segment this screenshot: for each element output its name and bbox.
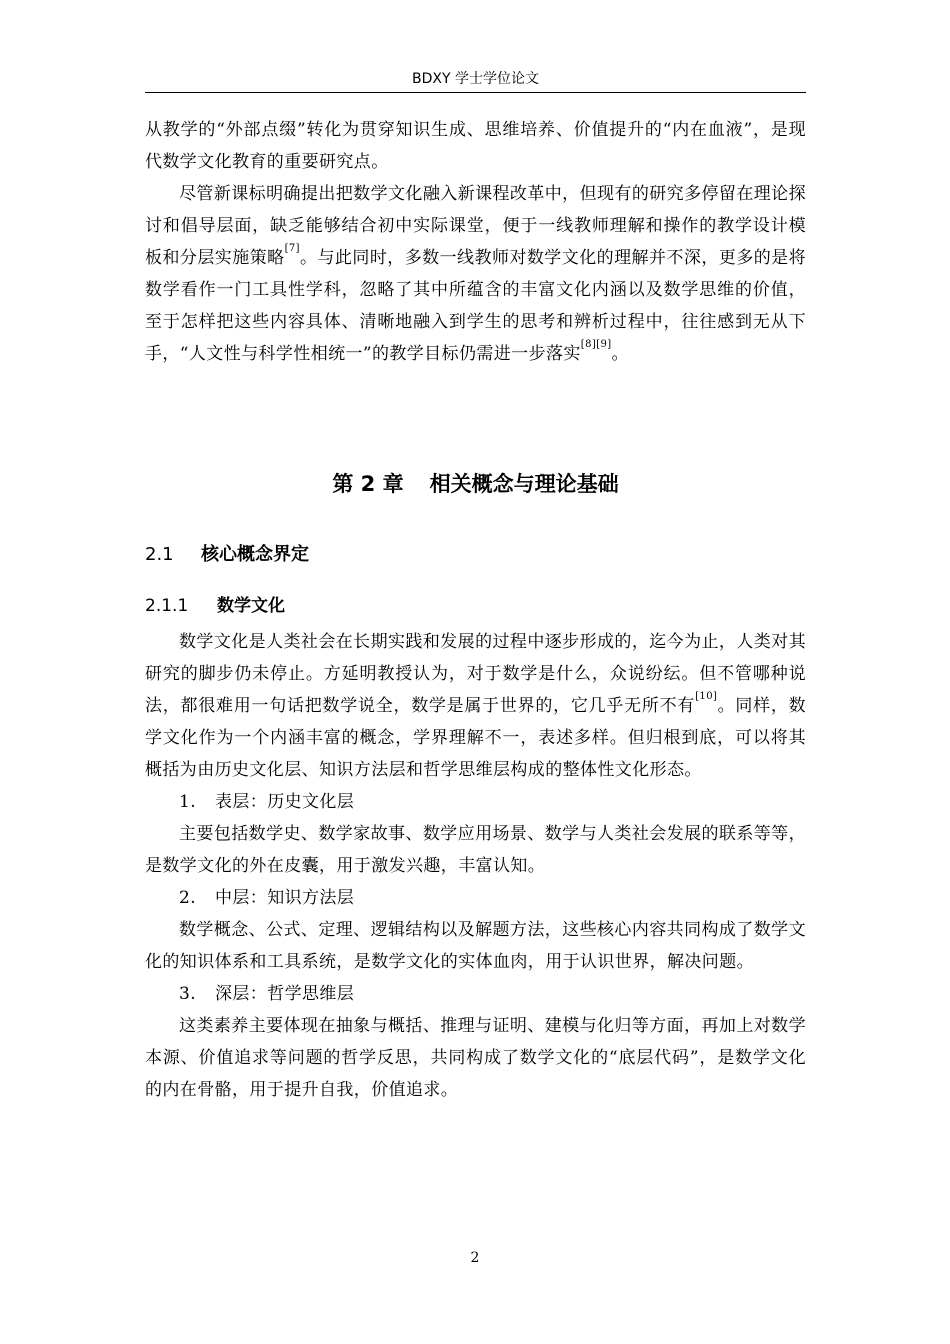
list-item-2-title: 中层：知识方法层 [215, 888, 355, 908]
intro-paragraph-2-text-a: 尽管新课标明确提出把数学文化融入新课程改革中，但现有的研究多停留在理论探讨和倡导层面，缺乏能够结合初中实际课堂，便于一线教师理解和操作的教学设计模板和分层实施策略 [145, 184, 806, 268]
page-number: 2 [470, 1250, 480, 1266]
header-rule [145, 92, 806, 93]
chapter-number: 第 2 章 [332, 472, 404, 496]
list-item-2-text: 数学概念、公式、定理、逻辑结构以及解题方法，这些核心内容共同构成了数学文化的知识体系和工具系统，是数学文化的实体血肉，用于认识世界，解决问题。 [145, 920, 806, 972]
subsection-heading [145, 592, 285, 620]
list-item-3-number: 3. [179, 984, 197, 1004]
subsection-title: 数学文化 [217, 596, 285, 616]
intro-paragraph-1: 从教学的“外部点缀”转化为贯穿知识生成、思维培养、价值提升的“内在血液”，是现代数学文化教育的重要研究点。 [145, 120, 806, 172]
content-paragraph-1-text-b: 。同样，数学文化作为一个内涵丰富的概念，学界理解不一，表述多样。但归根到底，可以将其概括为由历史文化层、知识方法层和哲学思维层构成的整体性文化形态。 [145, 696, 806, 780]
list-item-1-number: 1. [179, 792, 197, 812]
citation-10: [10] [695, 691, 718, 702]
intro-paragraph-2-text-c: 。 [611, 344, 629, 364]
citation-7: [7] [284, 243, 300, 254]
list-item-2-label [145, 882, 806, 914]
list-item-3-text: 这类素养主要体现在抽象与概括、推理与证明、建模与化归等方面，再加上对数学本源、价值追求等问题的哲学反思，共同构成了数学文化的“底层代码”，是数学文化的内在骨骼，用于提升自我，价值追求。 [145, 1016, 806, 1100]
subsection-number: 2.1.1 [145, 596, 189, 616]
list-item-1-text: 主要包括数学史、数学家故事、数学应用场景、数学与人类社会发展的联系等等，是数学文化的外在皮囊，用于激发兴趣，丰富认知。 [145, 824, 806, 876]
citation-8-9: [8][9] [580, 339, 612, 350]
list-item-2-number: 2. [179, 888, 197, 908]
section-heading [145, 540, 309, 570]
content-paragraph-1 [145, 626, 806, 786]
intro-block [145, 114, 806, 370]
running-header: BDXY 学士学位论文 [412, 71, 539, 87]
list-item-1-label [145, 786, 806, 818]
intro-paragraph-2 [145, 178, 806, 370]
content-block [145, 626, 806, 1106]
chapter-heading [145, 466, 806, 502]
list-item-1-title: 表层：历史文化层 [215, 792, 355, 812]
section-title: 核心概念界定 [201, 544, 309, 565]
list-item-3-label [145, 978, 806, 1010]
intro-paragraph-2-text-b: 。与此同时，多数一线教师对数学文化的理解并不深，更多的是将数学看作一门工具性学科，忽略了其中所蕴含的丰富文化内涵以及数学思维的价值，至于怎样把这些内容具体、清晰地融入到学生的思考和辨析过程中，往往感到无从下手，“人文性与科学性相统一”的教学目标仍需进一步落实 [145, 248, 806, 364]
list-item-3-title: 深层：哲学思维层 [215, 984, 355, 1004]
content-paragraph-1-text-a: 数学文化是人类社会在长期实践和发展的过程中逐步形成的，迄今为止，人类对其研究的脚步仍未停止。方延明教授认为，对于数学是什么，众说纷纭。但不管哪种说法，都很难用一句话把数学说全，数学是属于世界的，它几乎无所不有 [145, 632, 806, 716]
chapter-title: 相关概念与理论基础 [429, 472, 619, 496]
section-number: 2.1 [145, 544, 174, 565]
